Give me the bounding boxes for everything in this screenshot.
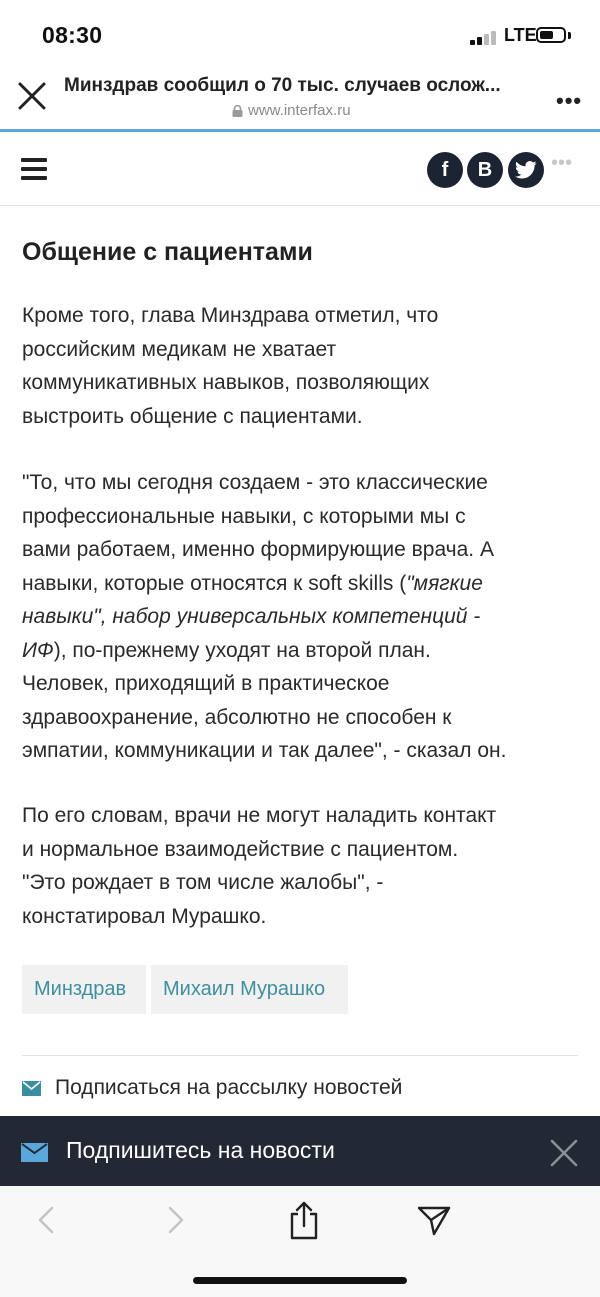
facebook-share-button[interactable]	[427, 152, 463, 188]
italic-span: "мягкие	[406, 571, 483, 595]
paragraph-line: российским медикам не хватает	[22, 337, 337, 361]
paragraph-line: По его словам, врачи не могут наладить контакт	[22, 804, 497, 827]
tags-divider	[22, 1055, 578, 1056]
more-options-icon[interactable]: •••	[556, 88, 583, 113]
more-share-icon[interactable]: •••	[551, 152, 573, 174]
close-icon[interactable]	[549, 1138, 579, 1168]
battery-tip	[568, 32, 571, 39]
article-heading: Общение с пациентами	[22, 238, 313, 266]
paragraph-line: коммуникативных навыков, позволяющих	[22, 371, 430, 394]
back-icon[interactable]	[30, 1203, 64, 1237]
tag-minzdrav[interactable]: Минздрав	[22, 965, 146, 1014]
italic-span: навыки", набор универсальных компетенций -	[22, 605, 481, 628]
paragraph-2	[22, 466, 582, 768]
paragraph-line: вами работаем, именно формирующие врача. А	[22, 538, 494, 561]
paragraph-line	[22, 567, 582, 601]
paragraph-line: здравоохранение, абсолютно не способен к	[22, 705, 452, 729]
page-url[interactable]: www.interfax.ru	[248, 102, 351, 119]
lock-icon	[232, 105, 243, 117]
battery-icon	[536, 27, 566, 43]
paragraph-line: констатировал Мурашко.	[22, 904, 267, 928]
twitter-share-button[interactable]	[508, 152, 544, 188]
paragraph-line	[22, 634, 582, 668]
close-icon[interactable]	[17, 81, 47, 111]
italic-span: ИФ	[22, 638, 54, 662]
subscribe-link[interactable]: Подписаться на рассылку новостей	[55, 1076, 403, 1099]
vk-share-button[interactable]	[467, 152, 503, 188]
forward-icon[interactable]	[158, 1203, 192, 1237]
header-divider	[0, 205, 600, 206]
progress-line	[0, 129, 600, 132]
paragraph-line: Кроме того, глава Минздрава отметил, что	[22, 304, 439, 327]
paragraph-line: "То, что мы сегодня создаем - это классические	[22, 471, 488, 494]
paragraph-line: профессиональные навыки, с которыми мы с	[22, 504, 466, 528]
signal-strength-icon	[470, 29, 500, 45]
share-icon[interactable]	[287, 1200, 321, 1240]
mail-icon	[21, 1143, 48, 1162]
twitter-icon	[515, 161, 537, 179]
text-span: навыки, которые относятся к soft skills (	[22, 571, 407, 595]
menu-icon[interactable]	[21, 158, 47, 180]
paragraph-line	[22, 600, 582, 634]
paragraph-line: и нормальное взаимодействие с пациентом.	[22, 837, 459, 861]
facebook-icon: f	[441, 158, 449, 181]
text-span: ), по-прежнему уходят на второй план.	[53, 638, 431, 662]
paragraph-1	[22, 299, 582, 433]
send-icon[interactable]	[417, 1203, 451, 1237]
paragraph-line: "Это рождает в том числе жалобы", -	[22, 871, 384, 894]
banner-text[interactable]: Подпишитесь на новости	[66, 1137, 335, 1163]
paragraph-line: Человек, приходящий в практическое	[22, 672, 390, 695]
paragraph-line: эмпатии, коммуникации и так далее", - сказал он.	[22, 739, 507, 762]
tag-murashko[interactable]: Михаил Мурашко	[151, 965, 348, 1014]
paragraph-3	[22, 799, 582, 933]
home-indicator[interactable]	[193, 1277, 407, 1284]
page-title: Минздрав сообщил о 70 тыс. случаев ослож...	[64, 75, 501, 96]
network-type: LTE	[504, 25, 537, 45]
status-time: 08:30	[42, 22, 103, 48]
vk-icon: B	[477, 158, 493, 181]
paragraph-line: выстроить общение с пациентами.	[22, 404, 363, 428]
mail-icon	[22, 1081, 41, 1096]
